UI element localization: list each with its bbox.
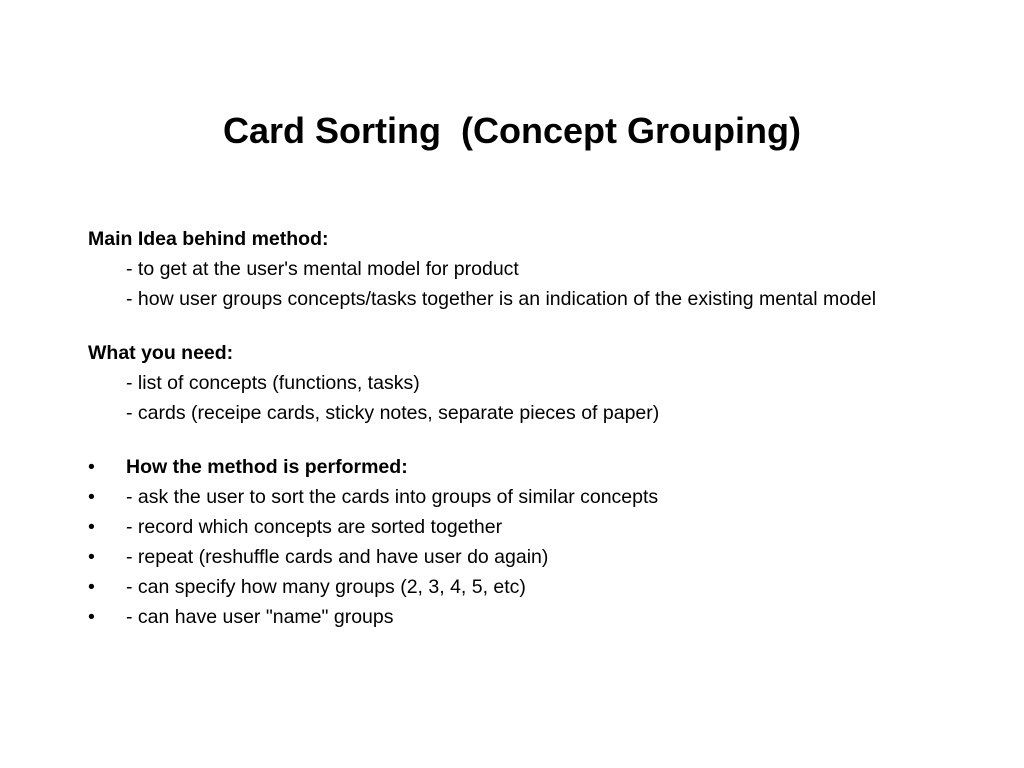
spacer bbox=[88, 317, 948, 341]
bullet-row bbox=[88, 455, 948, 479]
bullet-row bbox=[88, 485, 948, 509]
main-idea-item: - to get at the user's mental model for product bbox=[126, 258, 519, 280]
method-step: - ask the user to sort the cards into groups of similar concepts bbox=[126, 486, 659, 508]
bullet-icon: • bbox=[88, 576, 95, 598]
main-idea-item: - how user groups concepts/tasks together is an indication of the existing mental model bbox=[126, 288, 877, 310]
what-you-need-item: - list of concepts (functions, tasks) bbox=[126, 372, 420, 394]
bullet-icon: • bbox=[88, 516, 95, 538]
method-step: - can have user "name" groups bbox=[126, 606, 394, 628]
bullet-row bbox=[88, 515, 948, 539]
bullet-row bbox=[88, 575, 948, 599]
method-step: - repeat (reshuffle cards and have user do again) bbox=[126, 546, 549, 568]
bullet-row bbox=[88, 605, 948, 629]
what-you-need-item: - cards (receipe cards, sticky notes, separate pieces of paper) bbox=[126, 402, 660, 424]
section-heading-what-you-need: What you need: bbox=[88, 342, 234, 364]
slide-title: Card Sorting (Concept Grouping) bbox=[223, 110, 801, 151]
bullet-icon: • bbox=[88, 456, 95, 478]
slide-body bbox=[88, 227, 948, 635]
spacer bbox=[88, 431, 948, 455]
method-step: - can specify how many groups (2, 3, 4, 5, etc) bbox=[126, 576, 526, 598]
bullet-icon: • bbox=[88, 546, 95, 568]
method-step: - record which concepts are sorted together bbox=[126, 516, 503, 538]
section-heading-main-idea: Main Idea behind method: bbox=[88, 228, 329, 250]
bullet-row bbox=[88, 545, 948, 569]
section-heading-how-performed: How the method is performed: bbox=[126, 456, 408, 478]
bullet-icon: • bbox=[88, 486, 95, 508]
bullet-icon: • bbox=[88, 606, 95, 628]
